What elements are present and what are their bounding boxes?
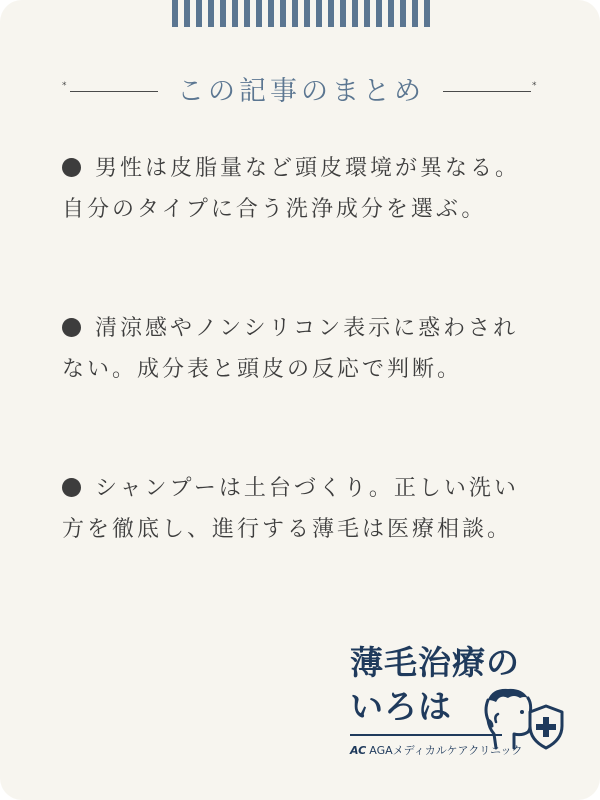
heading-rule-right [443,91,531,92]
summary-point [62,468,542,550]
summary-point-text: シャンプーは土台づくり。正しい洗い方を徹底し、進行する薄毛は医療相談。 [62,476,519,542]
clinic-name: AGAメディカルケアクリニック [369,744,523,757]
summary-point [62,308,542,390]
top-stripe-decoration [172,0,436,27]
summary-point-text: 男性は皮脂量など頭皮環境が異なる。自分のタイプに合う洗浄成分を選ぶ。 [62,156,521,222]
heading-star-left: * [62,81,67,91]
clinic-mark-icon: AC [350,744,367,757]
logo-title-line1: 薄毛治療の [350,643,520,682]
page-title: この記事のまとめ [177,76,425,107]
bullet-icon [62,318,81,337]
summary-point [62,148,542,230]
summary-point-text: 清涼感やノンシリコン表示に惑わされない。成分表と頭皮の反応で判断。 [62,316,519,382]
heading-rule-left [70,91,158,92]
bullet-icon [62,478,81,497]
heading-row [0,72,600,112]
logo-title-line2: いろは [350,687,452,726]
heading-star-right: * [532,81,537,91]
man-profile-shield-icon [474,686,570,756]
brand-logo [342,640,574,770]
bullet-icon [62,158,81,177]
summary-list [62,148,542,628]
